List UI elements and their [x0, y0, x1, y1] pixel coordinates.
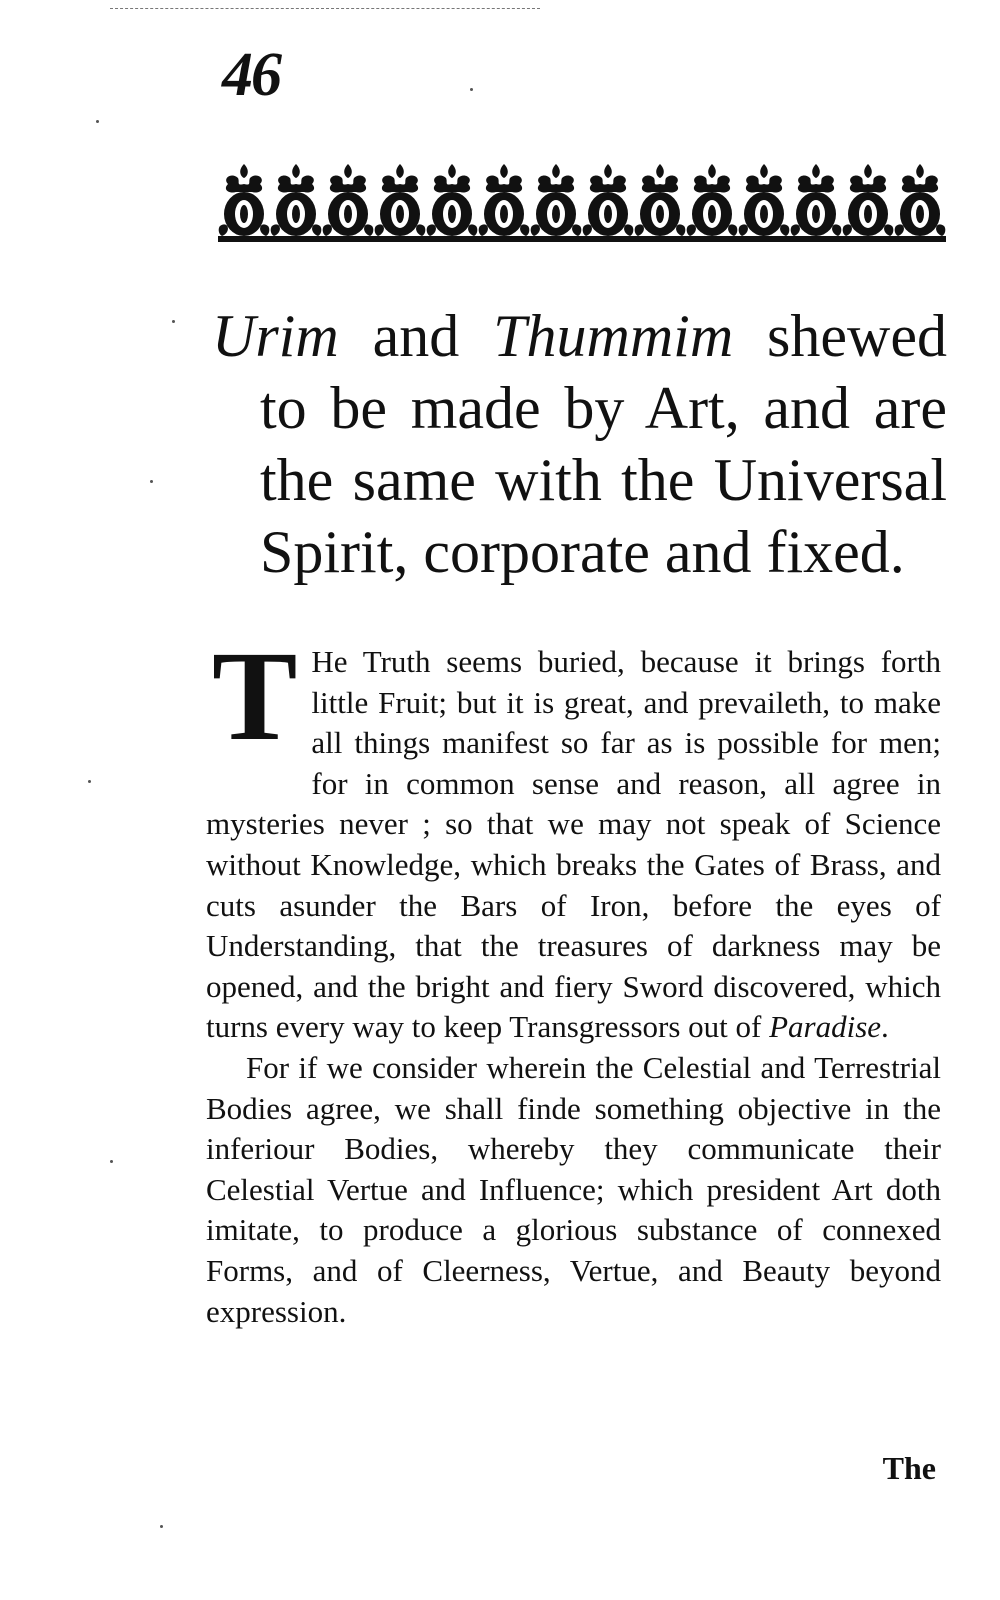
title-word-urim: Urim	[212, 303, 339, 369]
catchword: The	[882, 1450, 936, 1486]
paragraph: For if we consider wherein the Celestial and Terrestrial Bodies agree, we shall finde something objective in the inferiour Bodies, whereby they communicate their Celestial Vertue and Influence; which president Art doth imitate, to produce a glorious substance of connexed Forms, and of Cleerness, Vertue, and Beauty beyond expression.	[206, 1049, 941, 1329]
scan-speck	[96, 120, 99, 123]
title-word-and: and	[338, 303, 494, 369]
title-word-shewed: shewed	[733, 303, 947, 369]
top-rule	[110, 8, 540, 9]
title-line-2: to be made by Art, and are	[260, 375, 947, 441]
scan-speck	[172, 320, 175, 323]
title-line-1	[212, 300, 947, 372]
scan-speck	[160, 1525, 163, 1528]
page-number: 46	[222, 41, 280, 109]
title-line-3: the same with the Universal	[260, 447, 947, 513]
title-line-4: Spirit, corporate and fixed.	[260, 519, 905, 585]
title-word-thummim: Thummim	[493, 303, 734, 369]
paragraph-1-italic: Paradise	[769, 1009, 882, 1045]
paragraph	[206, 625, 941, 1048]
scan-speck	[470, 88, 473, 91]
fleuron-border-icon	[218, 162, 946, 242]
drop-cap: T	[212, 625, 298, 767]
paragraph-1-end: .	[881, 1009, 889, 1045]
scan-speck	[88, 780, 91, 783]
paragraph-1-text: He Truth seems buried, because it brings forth little Fruit; but it is great, and prevaileth, to make all things manifest so far as is possible for men; for in common sense and reason, all agree in mysteries never ; so that we may not speak of Science without Knowledge, which breaks the Gates of Brass, and cuts asunder the Bars of Iron, before the eyes of Understanding, that the treasures of darkness may be opened, and the bright and fiery Sword discovered, which turns every way to keep Transgressors out of	[206, 644, 941, 1045]
body-text	[206, 625, 941, 1332]
chapter-title	[212, 300, 947, 588]
scan-speck	[110, 1160, 113, 1163]
scan-speck	[150, 480, 153, 483]
